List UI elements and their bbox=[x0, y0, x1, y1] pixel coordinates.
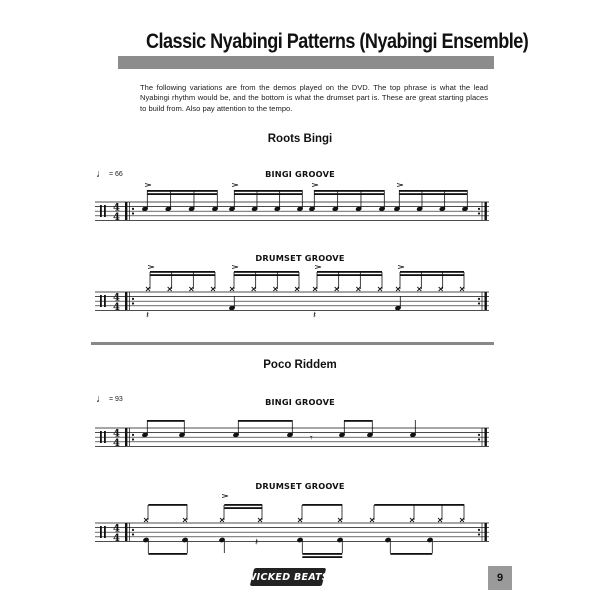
rest: 𝄽 bbox=[255, 537, 259, 548]
rest: 𝄽 bbox=[146, 310, 150, 321]
accent-mark-icon bbox=[315, 266, 321, 269]
beam bbox=[302, 556, 342, 558]
cross-note-head bbox=[252, 287, 256, 291]
cross-note-head bbox=[460, 287, 464, 291]
staff bbox=[95, 266, 489, 322]
staves bbox=[95, 184, 489, 559]
cross-note-head bbox=[460, 518, 464, 522]
time-signature-bottom: 4 bbox=[113, 533, 120, 544]
time-signature-bottom: 4 bbox=[113, 438, 120, 449]
repeat-dot bbox=[478, 298, 480, 300]
beam bbox=[148, 504, 187, 506]
rest: 𝄽 bbox=[313, 310, 317, 321]
beam bbox=[147, 193, 217, 195]
cross-note-head bbox=[189, 287, 193, 291]
repeat-sign-icon bbox=[485, 292, 487, 310]
beam bbox=[314, 193, 384, 195]
page-title: Classic Nyabingi Patterns (Nyabingi Ensemble) bbox=[146, 30, 529, 53]
repeat-sign-icon bbox=[125, 523, 127, 541]
beam bbox=[302, 504, 342, 506]
cross-note-head bbox=[417, 287, 421, 291]
beam bbox=[317, 274, 382, 276]
repeat-dot bbox=[132, 302, 134, 304]
staff bbox=[95, 184, 489, 224]
cross-note-head bbox=[313, 287, 317, 291]
repeat-dot bbox=[478, 208, 480, 210]
cross-note-head bbox=[396, 287, 400, 291]
staff bbox=[95, 420, 489, 449]
beam bbox=[399, 190, 467, 192]
repeat-dot bbox=[478, 434, 480, 436]
repeat-dot bbox=[478, 438, 480, 440]
page-number: 9 bbox=[488, 566, 512, 590]
beam bbox=[400, 271, 464, 273]
repeat-dot bbox=[478, 529, 480, 531]
cross-note-head bbox=[168, 287, 172, 291]
time-signature-top: 4 bbox=[113, 202, 120, 214]
cross-note-head bbox=[220, 518, 224, 522]
cross-note-head bbox=[211, 287, 215, 291]
percussion-clef-icon bbox=[100, 431, 102, 443]
repeat-dot bbox=[132, 208, 134, 210]
percussion-clef-icon bbox=[100, 205, 102, 217]
wicked-beats-logo bbox=[246, 568, 330, 586]
repeat-sign-icon bbox=[485, 202, 487, 220]
cross-note-head bbox=[183, 518, 187, 522]
repeat-dot bbox=[132, 434, 134, 436]
groove-title: BINGI GROOVE bbox=[265, 397, 335, 407]
repeat-dot bbox=[478, 533, 480, 535]
rest: 𝄾 bbox=[310, 433, 313, 444]
beam bbox=[147, 420, 184, 422]
cross-note-head bbox=[258, 518, 262, 522]
beam bbox=[399, 193, 467, 195]
cross-note-head bbox=[439, 287, 443, 291]
accent-mark-icon bbox=[222, 495, 228, 498]
beam bbox=[224, 507, 262, 509]
repeat-sign-icon bbox=[125, 428, 127, 446]
repeat-dot bbox=[132, 212, 134, 214]
logo-text: WICKED BEATS bbox=[246, 571, 330, 583]
intro-paragraph: The following variations are from the demos played on the DVD. The top phrase is what the lead Nyabingi rhythm would be, and the bottom is what the drumset part is. These are great starting places to build from. Also pay attention to the tempo. bbox=[140, 83, 488, 113]
beam bbox=[234, 190, 302, 192]
section-title-roots-bingi: Roots Bingi bbox=[267, 133, 333, 145]
tempo-value: = 66 bbox=[108, 171, 123, 178]
repeat-dot bbox=[478, 212, 480, 214]
beam bbox=[344, 420, 372, 422]
beam bbox=[302, 553, 342, 555]
cross-note-head bbox=[295, 287, 299, 291]
percussion-clef-icon bbox=[104, 205, 106, 217]
cross-note-head bbox=[438, 518, 442, 522]
accent-mark-icon bbox=[232, 184, 238, 187]
beam bbox=[317, 271, 382, 273]
cross-note-head bbox=[338, 518, 342, 522]
staff bbox=[95, 495, 489, 559]
repeat-dot bbox=[478, 302, 480, 304]
accent-mark-icon bbox=[397, 184, 403, 187]
cross-note-head bbox=[370, 518, 374, 522]
cross-note-head bbox=[144, 518, 148, 522]
cross-note-head bbox=[298, 518, 302, 522]
groove-title: DRUMSET GROOVE bbox=[255, 253, 345, 263]
time-signature-top: 4 bbox=[113, 428, 120, 440]
cross-note-head bbox=[410, 518, 414, 522]
cross-note-head bbox=[273, 287, 277, 291]
beam bbox=[374, 504, 464, 506]
percussion-clef-icon bbox=[104, 431, 106, 443]
time-signature-top: 4 bbox=[113, 523, 120, 535]
percussion-clef-icon bbox=[104, 526, 106, 538]
cross-note-head bbox=[230, 287, 234, 291]
percussion-clef-icon bbox=[100, 526, 102, 538]
repeat-dot bbox=[132, 298, 134, 300]
beam bbox=[234, 274, 299, 276]
quarter-note-icon: ♩ bbox=[96, 393, 107, 405]
beam bbox=[150, 274, 215, 276]
beam bbox=[224, 504, 262, 506]
beam bbox=[150, 271, 215, 273]
repeat-sign-icon bbox=[485, 523, 487, 541]
accent-mark-icon bbox=[145, 184, 151, 187]
time-signature-bottom: 4 bbox=[113, 212, 120, 223]
percussion-clef-icon bbox=[100, 295, 102, 307]
groove-title: DRUMSET GROOVE bbox=[255, 481, 345, 491]
quarter-note-icon: ♩ bbox=[96, 168, 107, 180]
beam bbox=[238, 420, 292, 422]
repeat-dot bbox=[132, 533, 134, 535]
tempo-value: = 93 bbox=[108, 396, 123, 403]
time-signature-top: 4 bbox=[113, 292, 120, 304]
repeat-sign-icon bbox=[485, 428, 487, 446]
cross-note-head bbox=[378, 287, 382, 291]
accent-mark-icon bbox=[148, 266, 154, 269]
beam bbox=[400, 274, 464, 276]
cross-note-head bbox=[335, 287, 339, 291]
percussion-clef-icon bbox=[104, 295, 106, 307]
cross-note-head bbox=[356, 287, 360, 291]
repeat-sign-icon bbox=[125, 292, 127, 310]
repeat-sign-icon bbox=[125, 202, 127, 220]
section-title-poco-riddem: Poco Riddem bbox=[263, 359, 337, 371]
beam bbox=[234, 271, 299, 273]
repeat-dot bbox=[132, 438, 134, 440]
beam bbox=[390, 553, 432, 555]
time-signature-bottom: 4 bbox=[113, 302, 120, 313]
beam bbox=[314, 190, 384, 192]
accent-mark-icon bbox=[312, 184, 318, 187]
repeat-dot bbox=[132, 529, 134, 531]
beam bbox=[148, 553, 187, 555]
accent-mark-icon bbox=[398, 266, 404, 269]
groove-title: BINGI GROOVE bbox=[265, 169, 335, 179]
beam bbox=[147, 190, 217, 192]
cross-note-head bbox=[146, 287, 150, 291]
beam bbox=[234, 193, 302, 195]
accent-mark-icon bbox=[232, 266, 238, 269]
